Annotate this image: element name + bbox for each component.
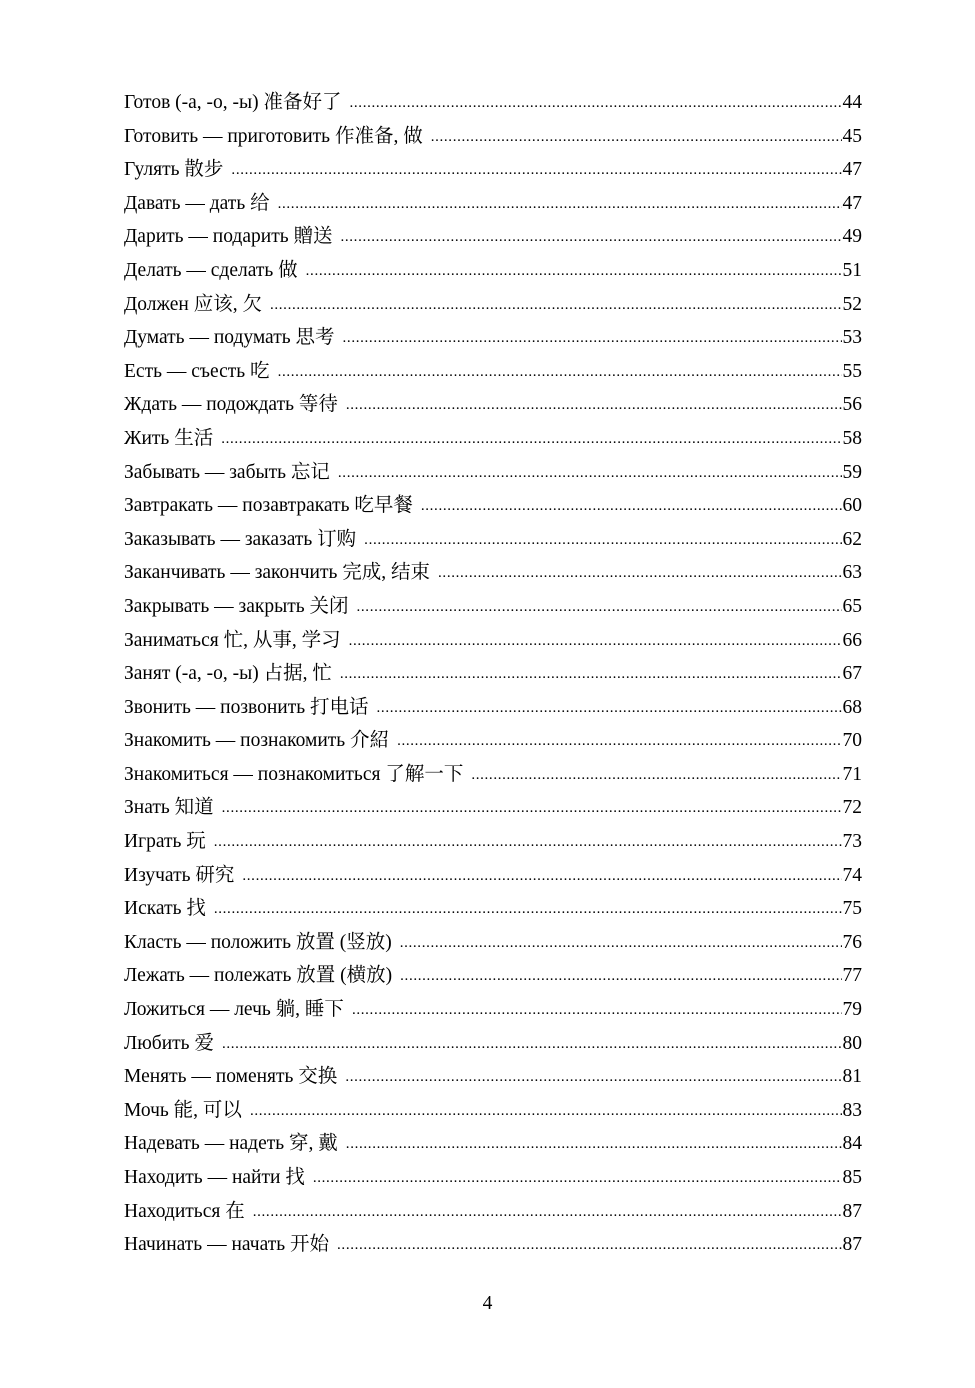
toc-entry bbox=[124, 456, 862, 490]
toc-entry-title: Думать — подумать 思考 bbox=[124, 327, 335, 349]
toc-dot-leader bbox=[278, 188, 842, 222]
toc-entry-page: 73 bbox=[842, 831, 862, 853]
toc-entry bbox=[124, 355, 862, 389]
toc-entry bbox=[124, 1060, 862, 1094]
toc-dot-leader bbox=[346, 389, 842, 423]
toc-entry-page: 44 bbox=[842, 92, 862, 113]
toc-entry-title: Ложиться — лечь 躺, 睡下 bbox=[124, 999, 344, 1021]
toc-entry-page: 68 bbox=[842, 696, 862, 718]
toc-entry-title: Любить 爱 bbox=[124, 1032, 214, 1054]
toc-entry-title: Готов (-а, -о, -ы) 准备好了 bbox=[124, 92, 342, 113]
toc-entry-title: Забывать — забыть 忘记 bbox=[124, 461, 330, 483]
toc-entry-title: Заниматься 忙, 从事, 学习 bbox=[124, 629, 341, 651]
toc-entry-page: 45 bbox=[842, 125, 862, 147]
toc-dot-leader bbox=[349, 625, 842, 659]
toc-entry-page: 58 bbox=[842, 427, 862, 449]
toc-entry-title: Искать 找 bbox=[124, 898, 206, 920]
toc-entry-title: Мочь 能, 可以 bbox=[124, 1099, 242, 1121]
toc-entry bbox=[124, 1161, 862, 1195]
toc-entry-page: 59 bbox=[842, 461, 862, 483]
toc-dot-leader bbox=[222, 1028, 842, 1062]
toc-entry-page: 71 bbox=[842, 763, 862, 785]
toc-entry-title: Заканчивать — закончить 完成, 结束 bbox=[124, 562, 431, 584]
toc-entry bbox=[124, 657, 862, 691]
toc-entry bbox=[124, 926, 862, 960]
toc-dot-leader bbox=[221, 423, 841, 457]
toc-entry bbox=[124, 825, 862, 859]
toc-dot-leader bbox=[357, 591, 842, 625]
toc-entry-page: 79 bbox=[842, 999, 862, 1021]
toc-entry bbox=[124, 422, 862, 456]
toc-entry-title: Жить 生活 bbox=[124, 427, 214, 449]
toc-dot-leader bbox=[350, 87, 842, 121]
toc-entry bbox=[124, 556, 862, 590]
toc-entry bbox=[124, 523, 862, 557]
toc-entry-title: Начинать — начать 开始 bbox=[124, 1234, 330, 1256]
toc-entry-page: 53 bbox=[842, 327, 862, 349]
toc-dot-leader bbox=[222, 792, 842, 826]
toc-dot-leader bbox=[306, 255, 842, 289]
toc-entry-title: Звонить — позвонить 打电话 bbox=[124, 696, 369, 718]
toc-dot-leader bbox=[400, 960, 841, 994]
toc-dot-leader bbox=[214, 826, 842, 860]
toc-dot-leader bbox=[397, 725, 841, 759]
toc-entry bbox=[124, 86, 862, 120]
toc-dot-leader bbox=[343, 322, 842, 356]
toc-entry-page: 83 bbox=[842, 1099, 862, 1121]
toc-entry-title: Дарить — подарить 贈送 bbox=[124, 226, 333, 248]
toc-dot-leader bbox=[471, 759, 841, 793]
toc-entry-page: 81 bbox=[842, 1066, 862, 1088]
toc-entry-title: Знакомить — познакомить 介紹 bbox=[124, 730, 390, 752]
toc-entry bbox=[124, 892, 862, 926]
toc-dot-leader bbox=[400, 927, 842, 961]
toc-entry-title: Находить — найти 找 bbox=[124, 1167, 305, 1188]
toc-entry-page: 51 bbox=[842, 259, 862, 281]
toc-entry bbox=[124, 590, 862, 624]
toc-entry-title: Менять — поменять 交换 bbox=[124, 1066, 338, 1088]
toc-dot-leader bbox=[250, 1095, 842, 1129]
toc-entry-title: Готовить — приготовить 作准备, 做 bbox=[124, 125, 423, 147]
toc-entry-title: Должен 应该, 欠 bbox=[124, 293, 262, 315]
toc-entry-title: Знакомиться — познакомиться 了解一下 bbox=[124, 763, 464, 785]
toc-dot-leader bbox=[364, 524, 841, 558]
toc-entry bbox=[124, 959, 862, 993]
toc-entry bbox=[124, 1228, 862, 1262]
toc-entry bbox=[124, 859, 862, 893]
toc-entry-page: 65 bbox=[842, 595, 862, 617]
toc-entry-page: 67 bbox=[842, 663, 862, 685]
toc-entry bbox=[124, 120, 862, 154]
toc-entry bbox=[124, 153, 862, 187]
toc-entry-page: 80 bbox=[842, 1032, 862, 1054]
toc-entry-title: Завтракать — позавтракать 吃早餐 bbox=[124, 495, 413, 517]
toc-entry-title: Давать — дать 给 bbox=[124, 192, 270, 214]
toc-entry-page: 60 bbox=[842, 495, 862, 517]
toc-dot-leader bbox=[421, 490, 842, 524]
toc-dot-leader bbox=[340, 658, 842, 692]
toc-entry-page: 47 bbox=[842, 159, 862, 181]
toc-dot-leader bbox=[377, 692, 842, 726]
toc-entry-title: Закрывать — закрыть 关闭 bbox=[124, 595, 349, 617]
toc-entry bbox=[124, 254, 862, 288]
toc-entry-page: 75 bbox=[842, 898, 862, 920]
toc-entry-page: 70 bbox=[842, 730, 862, 752]
toc-entry bbox=[124, 288, 862, 322]
toc-entry-title: Делать — сделать 做 bbox=[124, 259, 298, 281]
toc-entry-page: 47 bbox=[842, 192, 862, 214]
toc-entry-page: 62 bbox=[842, 528, 862, 550]
toc-entry-page: 52 bbox=[842, 293, 862, 315]
toc-entry-title: Занят (-а, -о, -ы) 占据, 忙 bbox=[124, 663, 332, 685]
toc-dot-leader bbox=[438, 557, 841, 591]
toc-dot-leader bbox=[231, 154, 841, 188]
toc-entry-page: 77 bbox=[842, 965, 862, 987]
toc-dot-leader bbox=[337, 1229, 841, 1263]
toc-entry bbox=[124, 489, 862, 523]
toc-entry bbox=[124, 1027, 862, 1061]
toc-entry bbox=[124, 758, 862, 792]
toc-entry bbox=[124, 220, 862, 254]
toc-entry-title: Лежать — полежать 放置 (横放) bbox=[124, 965, 393, 987]
toc-dot-leader bbox=[338, 457, 842, 491]
toc-dot-leader bbox=[270, 289, 842, 323]
toc-entry-title: Изучать 研究 bbox=[124, 864, 235, 886]
page-number: 4 bbox=[482, 1293, 493, 1314]
toc-entry bbox=[124, 691, 862, 725]
toc-dot-leader bbox=[242, 860, 841, 894]
toc-entry-title: Есть — съесть 吃 bbox=[124, 360, 270, 382]
toc-dot-leader bbox=[352, 994, 842, 1028]
toc-entry-page: 55 bbox=[842, 360, 862, 382]
toc-dot-leader bbox=[431, 121, 842, 155]
toc-entry bbox=[124, 993, 862, 1027]
toc-entry-page: 87 bbox=[842, 1200, 862, 1222]
table-of-contents bbox=[124, 86, 862, 1262]
toc-entry bbox=[124, 187, 862, 221]
toc-entry-page: 56 bbox=[842, 394, 862, 416]
toc-entry-title: Ждать — подождать 等待 bbox=[124, 394, 338, 416]
toc-entry-page: 72 bbox=[842, 797, 862, 819]
toc-entry-title: Надевать — надеть 穿, 戴 bbox=[124, 1133, 338, 1155]
toc-entry-page: 49 bbox=[842, 226, 862, 248]
toc-entry-page: 85 bbox=[842, 1167, 862, 1188]
toc-entry-title: Заказывать — заказать 订购 bbox=[124, 528, 357, 550]
toc-entry-title: Гулять 散步 bbox=[124, 159, 224, 181]
toc-dot-leader bbox=[345, 1061, 841, 1095]
toc-entry-page: 76 bbox=[842, 931, 862, 953]
toc-entry bbox=[124, 1195, 862, 1229]
toc-entry-title: Класть — положить 放置 (竖放) bbox=[124, 931, 392, 953]
toc-dot-leader bbox=[214, 893, 842, 927]
toc-entry-page: 74 bbox=[842, 864, 862, 886]
toc-entry-title: Играть 玩 bbox=[124, 831, 206, 853]
toc-entry bbox=[124, 1094, 862, 1128]
toc-entry bbox=[124, 388, 862, 422]
toc-entry-page: 87 bbox=[842, 1234, 862, 1256]
toc-entry bbox=[124, 624, 862, 658]
toc-entry-title: Находиться 在 bbox=[124, 1200, 245, 1222]
toc-entry-page: 63 bbox=[842, 562, 862, 584]
toc-dot-leader bbox=[340, 221, 841, 255]
toc-entry bbox=[124, 724, 862, 758]
toc-entry-page: 84 bbox=[842, 1133, 862, 1155]
toc-entry bbox=[124, 791, 862, 825]
toc-dot-leader bbox=[346, 1128, 842, 1162]
toc-dot-leader bbox=[313, 1162, 842, 1196]
toc-dot-leader bbox=[278, 356, 842, 390]
toc-dot-leader bbox=[253, 1196, 842, 1230]
toc-entry bbox=[124, 321, 862, 355]
toc-entry-title: Знать 知道 bbox=[124, 797, 214, 819]
toc-entry bbox=[124, 1127, 862, 1161]
toc-entry-page: 66 bbox=[842, 629, 862, 651]
